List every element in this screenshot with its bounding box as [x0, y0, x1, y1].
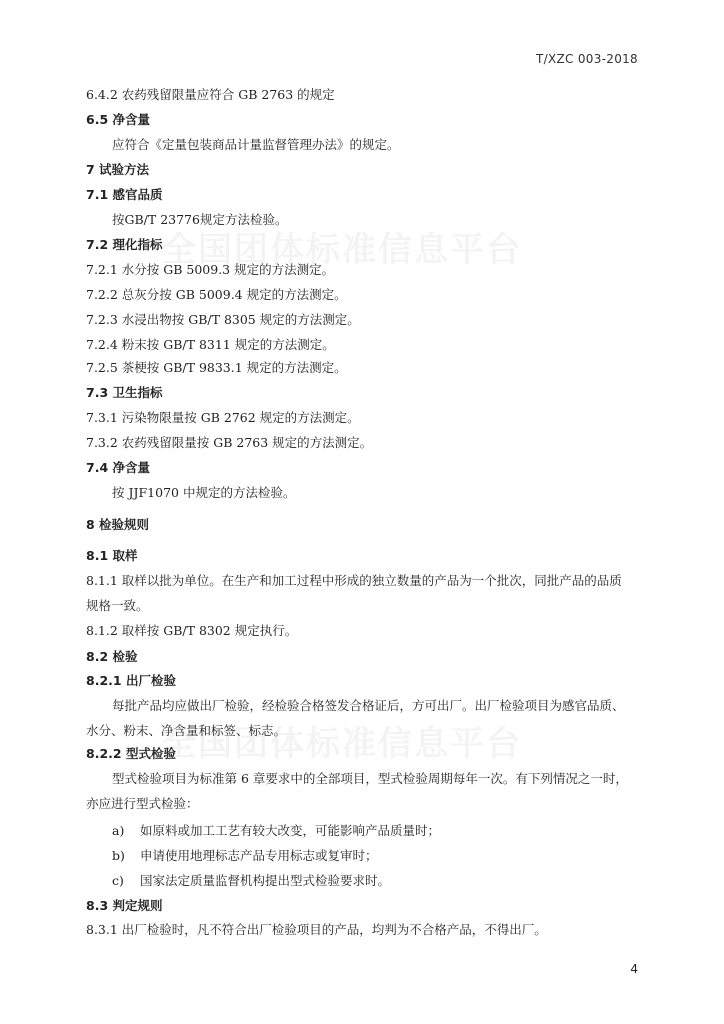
paragraph-text: 按GB/T 23776规定方法检验。 — [112, 212, 288, 227]
list-item — [112, 822, 440, 840]
document-code: T/XZC 003-2018 — [536, 52, 638, 66]
list-item — [112, 872, 390, 890]
section-heading-7-4: 7.4 净含量 — [86, 460, 150, 475]
clause-8-1-1: 8.1.1 取样以批为单位。在生产和加工过程中形成的独立数量的产品为一个批次，同批产品的品质 — [86, 573, 622, 588]
section-heading-7-3: 7.3 卫生指标 — [86, 385, 163, 400]
section-heading-7-1: 7.1 感官品质 — [86, 187, 163, 202]
clause-7-2-2: 7.2.2 总灰分按 GB 5009.4 规定的方法测定。 — [86, 287, 347, 302]
section-heading-6-5: 6.5 净含量 — [86, 112, 150, 127]
list-marker: b) — [112, 848, 125, 863]
list-marker: c) — [112, 873, 124, 888]
section-heading-8-2: 8.2 检验 — [86, 649, 138, 664]
paragraph-text: 型式检验项目为标准第 6 章要求中的全部项目，型式检验周期每年一次。有下列情况之一时， — [112, 771, 628, 786]
clause-7-2-4: 7.2.4 粉末按 GB/T 8311 规定的方法测定。 — [86, 337, 335, 352]
clause-7-3-2: 7.3.2 农药残留限量按 GB 2763 规定的方法测定。 — [86, 435, 373, 450]
clause-8-3-1: 8.3.1 出厂检验时，凡不符合出厂检验项目的产品，均判为不合格产品，不得出厂。 — [86, 922, 547, 937]
section-heading-8-2-2: 8.2.2 型式检验 — [86, 746, 176, 761]
page-number: 4 — [630, 962, 638, 976]
clause-7-2-1: 7.2.1 水分按 GB 5009.3 规定的方法测定。 — [86, 262, 335, 277]
section-heading-8: 8 检验规则 — [86, 517, 150, 532]
list-item-text: 国家法定质量监督机构提出型式检验要求时。 — [140, 873, 391, 888]
section-heading-7: 7 试验方法 — [86, 162, 150, 177]
list-item-text: 如原料或加工工艺有较大改变，可能影响产品质量时； — [140, 823, 441, 838]
paragraph-text: 应符合《定量包装商品计量监督管理办法》的规定。 — [112, 137, 400, 152]
section-heading-8-1: 8.1 取样 — [86, 548, 138, 563]
paragraph-text: 按 JJF1070 中规定的方法检验。 — [112, 485, 296, 500]
paragraph-text: 每批产品均应做出厂检验，经检验合格签发合格证后，方可出厂。出厂检验项目为感官品质、 — [112, 698, 625, 713]
paragraph-continuation: 水分、粉末、净含量和标签、标志。 — [86, 723, 287, 738]
clause-8-1-2: 8.1.2 取样按 GB/T 8302 规定执行。 — [86, 623, 298, 638]
section-heading-8-3: 8.3 判定规则 — [86, 898, 163, 913]
clause-7-2-3: 7.2.3 水浸出物按 GB/T 8305 规定的方法测定。 — [86, 312, 360, 327]
paragraph-continuation: 规格一致。 — [86, 598, 149, 613]
clause-7-2-5: 7.2.5 茶梗按 GB/T 9833.1 规定的方法测定。 — [86, 360, 347, 375]
clause-7-3-1: 7.3.1 污染物限量按 GB 2762 规定的方法测定。 — [86, 410, 360, 425]
section-heading-7-2: 7.2 理化指标 — [86, 237, 163, 252]
list-marker: a) — [112, 823, 125, 838]
clause-6-4-2: 6.4.2 农药残留限量应符合 GB 2763 的规定 — [86, 87, 335, 102]
section-heading-8-2-1: 8.2.1 出厂检验 — [86, 673, 176, 688]
list-item — [112, 847, 378, 865]
list-item-text: 申请使用地理标志产品专用标志或复审时； — [140, 848, 378, 863]
paragraph-continuation: 亦应进行型式检验： — [86, 796, 199, 811]
